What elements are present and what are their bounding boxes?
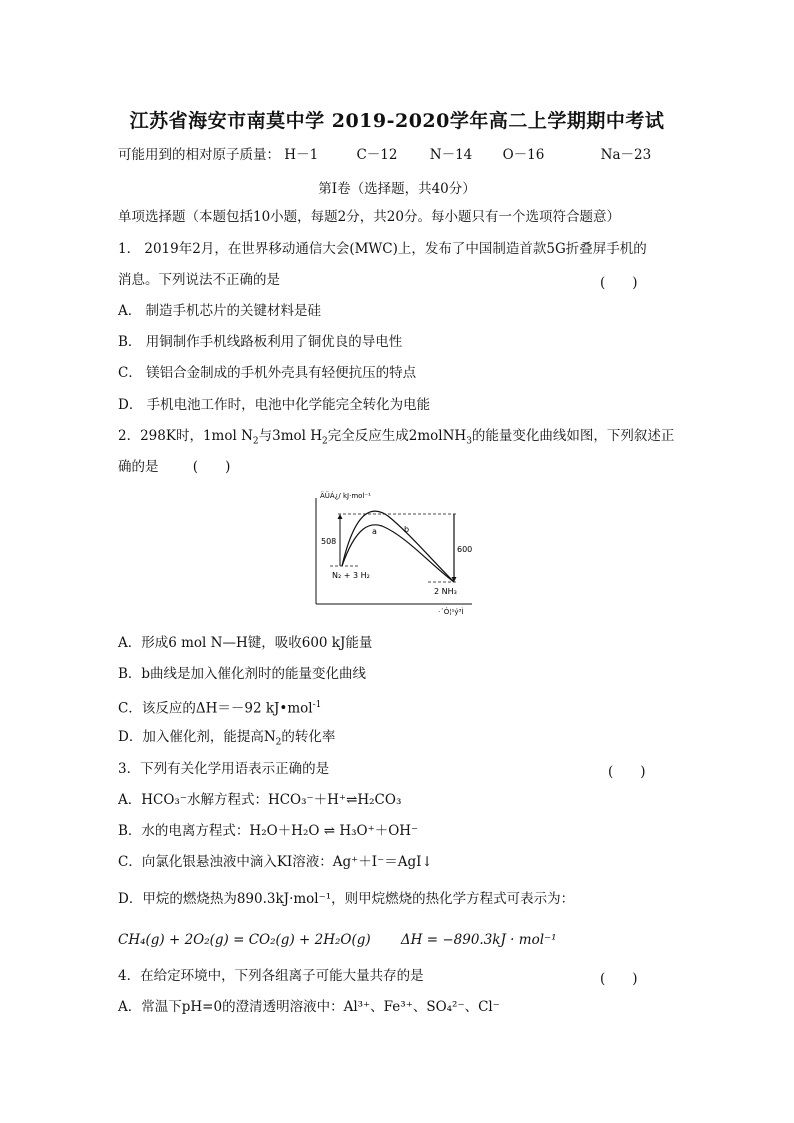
q2-option-b: B．b曲线是加入催化剂时的能量变化曲线 bbox=[118, 666, 367, 682]
q3-option-c: C．向氯化银悬浊液中滴入KI溶液：Ag⁺＋I⁻＝AgI↓ bbox=[118, 854, 433, 870]
q3-delta-h: ΔH = −890.3kJ · mol⁻¹ bbox=[400, 932, 557, 948]
q3-answer-blank: ( ) bbox=[608, 764, 646, 780]
q2-h2-subscript: 2 bbox=[322, 436, 328, 447]
q2-option-d-part1: D．加入催化剂，能提高N bbox=[118, 729, 276, 745]
arrow-508-head bbox=[338, 514, 343, 519]
atomic-mass-label: 可能用到的相对原子质量： bbox=[118, 147, 280, 163]
y-axis-label: ÄÜÁ¿/ kJ·mol⁻¹ bbox=[320, 492, 371, 500]
q1-stem-line1: 1． 2019年2月，在世界移动通信大会(MWC)上，发布了中国制造首款5G折叠屏手机的 bbox=[118, 241, 647, 257]
mass-n: N－14 bbox=[429, 147, 473, 163]
mass-c: C－12 bbox=[356, 147, 398, 163]
q2-option-d-part2: 的转化率 bbox=[281, 729, 336, 745]
q3-stem: 3．下列有关化学用语表示正确的是 bbox=[118, 761, 330, 777]
q3-option-b: B．水的电离方程式：H₂O＋H₂O ⇌ H₃O⁺＋OH⁻ bbox=[118, 823, 419, 839]
q2-option-d bbox=[118, 728, 335, 752]
energy-diagram bbox=[312, 486, 482, 618]
q1-option-b: B． 用铜制作手机线路板利用了铜优良的导电性 bbox=[118, 334, 403, 350]
q2-answer-blank: ( ) bbox=[192, 459, 231, 475]
label-600: 600 bbox=[457, 545, 473, 554]
q2-option-c-text: C．该反应的ΔH＝－92 kJ•mol bbox=[118, 700, 313, 717]
q2-stem-line2-text: 确的是 bbox=[118, 459, 159, 475]
q2-option-d-subscript: 2 bbox=[275, 737, 282, 748]
page-title: 江苏省海安市南莫中学 2019-2020学年高二上学期期中考试 bbox=[129, 110, 665, 132]
curve-a-label: a bbox=[372, 527, 377, 536]
q2-option-c-superscript: -1 bbox=[312, 700, 322, 710]
q1-option-c: C． 镁铝合金制成的手机外壳具有轻便抗压的特点 bbox=[118, 365, 417, 381]
q2-option-a: A．形成6 mol N—H键，吸收600 kJ能量 bbox=[118, 635, 373, 651]
label-508: 508 bbox=[321, 537, 337, 546]
q2-stem-part3: 完全反应生成2molNH bbox=[327, 428, 467, 444]
atomic-mass-line bbox=[118, 146, 651, 164]
q2-n2-subscript: 2 bbox=[252, 436, 259, 447]
q2-stem-part2: 与3mol H bbox=[258, 428, 323, 444]
q2-stem-part1: 2．298K时，1mol N bbox=[118, 428, 253, 444]
mass-na: Na－23 bbox=[600, 147, 652, 163]
q4-option-a: A．常温下pH=0的澄清透明溶液中：Al³⁺、Fe³⁺、SO₄²⁻、Cl⁻ bbox=[118, 999, 500, 1015]
reactant-label: N₂ + 3 H₂ bbox=[332, 571, 370, 580]
product-label: 2 NH₃ bbox=[434, 587, 457, 596]
section-heading: 第Ⅰ卷（选择题，共40分） bbox=[318, 181, 476, 197]
q2-stem-part4: 的能量变化曲线如图，下列叙述正 bbox=[471, 428, 675, 444]
q1-answer-blank: ( ) bbox=[600, 275, 638, 291]
q3-equation-line bbox=[118, 931, 557, 949]
q1-option-a: A． 制造手机芯片的关键材料是硅 bbox=[118, 303, 322, 319]
q3-option-d: D．甲烷的燃烧热为890.3kJ·mol⁻¹，则甲烷燃烧的热化学方程式可表示为： bbox=[118, 891, 575, 907]
x-axis-label: ·´Ó¦¹ý³Ì bbox=[438, 608, 464, 616]
q1-option-d: D． 手机电池工作时，电池中化学能完全转化为电能 bbox=[118, 397, 431, 413]
mass-h: H－1 bbox=[284, 147, 319, 163]
instructions: 单项选择题（本题包括10小题，每题2分，共20分。每小题只有一个选项符合题意） bbox=[118, 209, 620, 225]
q3-option-a: A．HCO₃⁻水解方程式：HCO₃⁻＋H⁺⇌H₂CO₃ bbox=[118, 792, 402, 808]
q2-option-c bbox=[118, 696, 321, 718]
curve-b-label: b bbox=[404, 525, 410, 534]
q2-stem-line2 bbox=[118, 458, 230, 476]
q4-answer-blank: ( ) bbox=[600, 971, 638, 987]
q3-equation: CH₄(g) + 2O₂(g) = CO₂(g) + 2H₂O(g) bbox=[118, 932, 371, 948]
q4-stem: 4．在给定环境中，下列各组离子可能大量共存的是 bbox=[118, 968, 424, 984]
q2-nh3-subscript: 3 bbox=[466, 436, 472, 447]
q2-stem-line1 bbox=[118, 427, 674, 451]
mass-o: O－16 bbox=[502, 147, 545, 163]
q1-stem-line2: 消息。下列说法不正确的是 bbox=[118, 272, 280, 288]
